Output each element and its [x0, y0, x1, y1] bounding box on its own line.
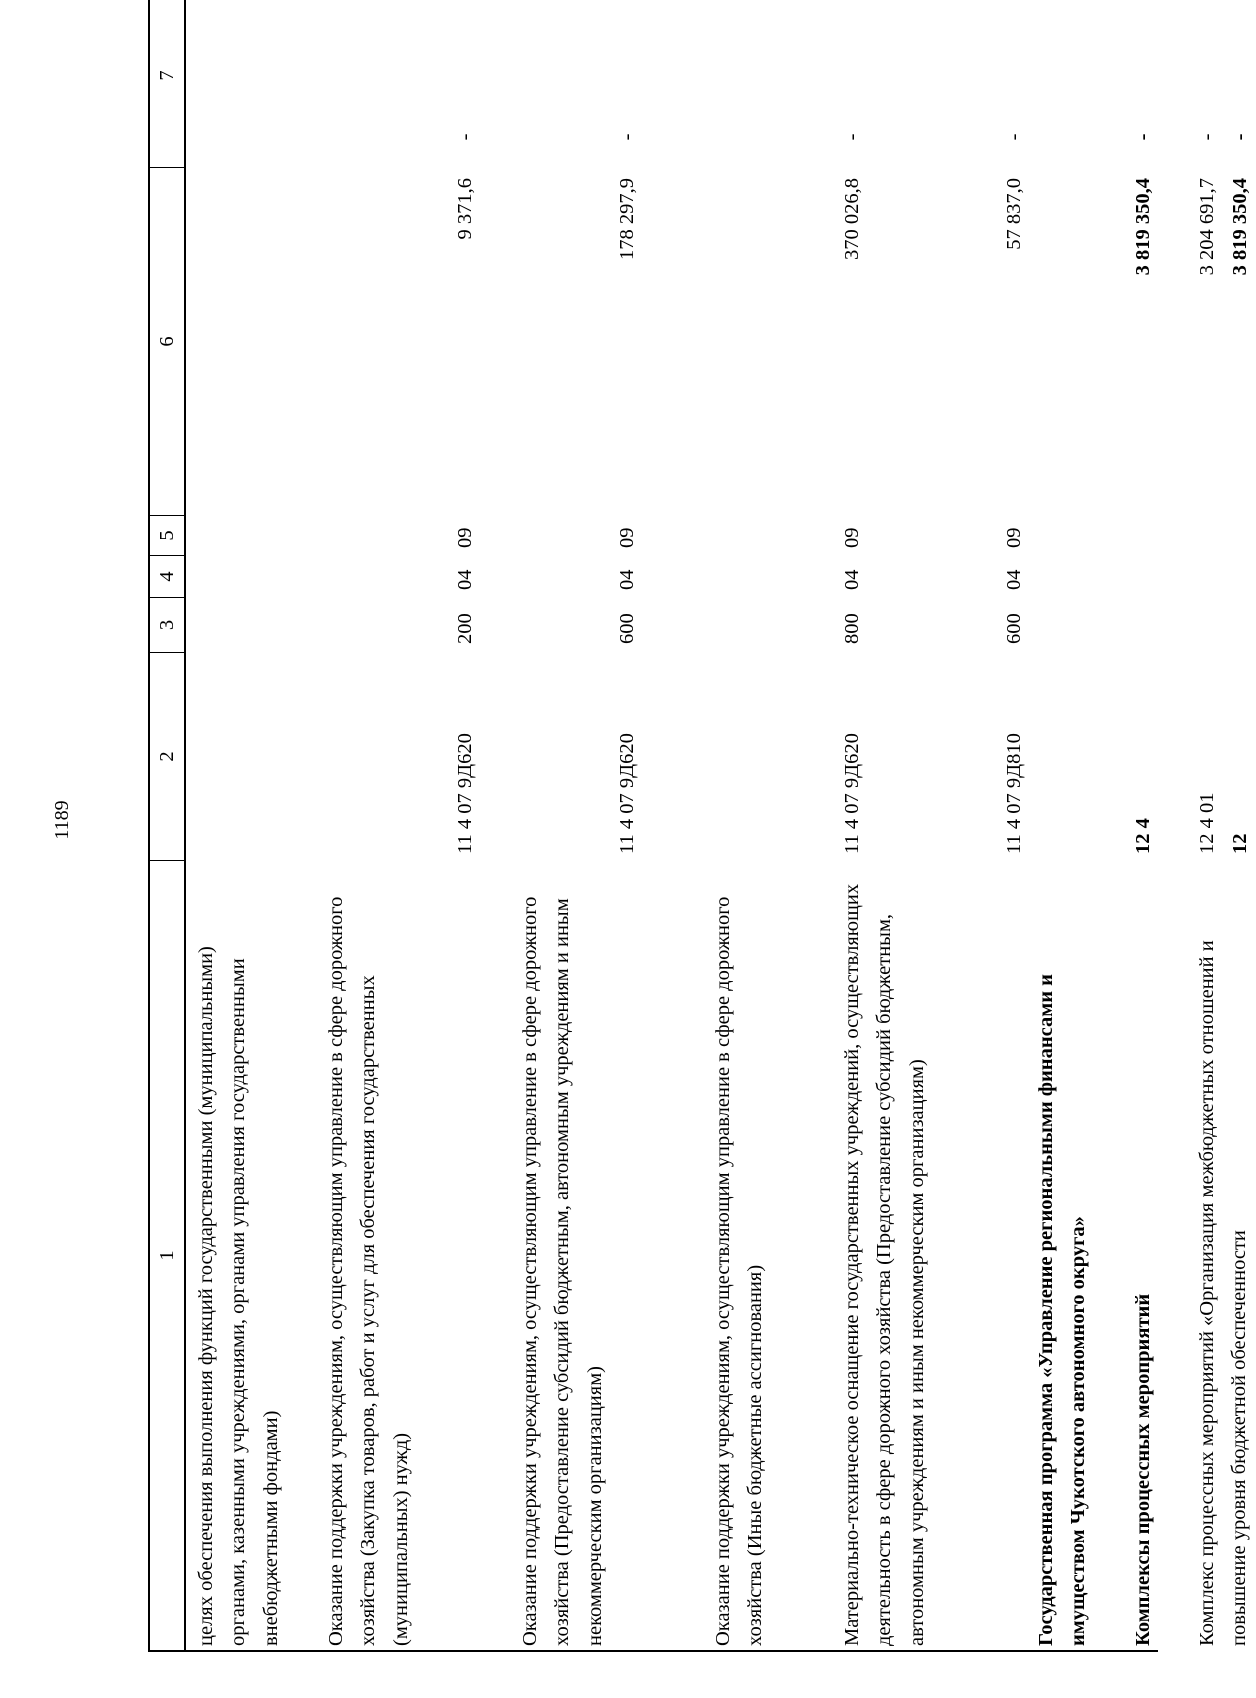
row-name: Комплексы процессных мероприятий [1132, 1293, 1154, 1646]
total-cell [998, 0, 1030, 112]
column-header-5: 5 [148, 515, 186, 555]
change-cell: - [1132, 133, 1154, 141]
expense-type-cell: 600 [615, 613, 638, 644]
section-cell: 04 [615, 569, 638, 590]
expense-type-cell: 800 [841, 613, 864, 644]
row-name: целях обеспечения выполнения функций государственными (муниципальными) органами, казенными учреждениями, органами управления государственными внебюджетными фондами) [195, 946, 282, 1646]
column-header-1: 1 [148, 860, 186, 1652]
change-cell: - [1002, 133, 1025, 141]
column-header-6: 6 [148, 167, 186, 515]
subsection-cell: 09 [1002, 527, 1025, 548]
subsection-cell: 09 [841, 527, 864, 548]
row-name: Комплекс процессных мероприятий «Организация межбюджетных отношений и повышение уровня бюджетной обеспеченности [1196, 940, 1251, 1646]
code-cell: 11 4 07 9Д810 [1002, 733, 1025, 854]
expense-type-cell: 600 [1002, 613, 1025, 644]
row-name: Оказание поддержки учреждениям, осуществляющим управление в сфере дорожного хозяйства (Иные бюджетные ассигнования) [712, 896, 767, 1646]
amount-cell: 3 819 350,4 [1228, 178, 1251, 276]
total-cell [449, 0, 481, 112]
column-header-4: 4 [148, 555, 186, 597]
column-header-3: 3 [148, 597, 186, 652]
code-cell: 12 4 01 [1196, 792, 1218, 854]
section-cell: 04 [841, 569, 864, 590]
section-cell: 04 [454, 569, 477, 590]
amount-cell: 57 837,0 [1002, 178, 1025, 250]
change-cell: - [615, 133, 638, 141]
budget-table [148, 20, 1251, 1652]
amount-cell: 9 371,6 [454, 178, 477, 240]
section-cell: 04 [1002, 569, 1025, 590]
subsection-cell: 09 [454, 527, 477, 548]
change-cell: - [454, 133, 477, 141]
total-cell [1191, 0, 1223, 112]
total-cell [836, 0, 868, 112]
row-name: Материально-техническое оснащение государственных учреждений, осуществляющих деятельность в сфере дорожного хозяйства (Предоставление субсидий бюджетным, автономным учреждениям и иным некоммерческим организациям) [841, 883, 928, 1646]
column-header-7: 7 [148, 0, 186, 167]
row-name: Оказание поддержки учреждениям, осуществляющим управление в сфере дорожного хозяйства (Предоставление субсидий бюджетным, автономным учреждениям и иным некоммерческим организациям) [519, 896, 606, 1646]
amount-cell: 370 026,8 [841, 178, 864, 260]
expense-type-cell: 200 [454, 613, 477, 644]
row-name: Государственная программа «Управление региональными финансами и имуществом Чукотского автономного округа» [1035, 974, 1090, 1646]
table-left-border [186, 1650, 1158, 1652]
subsection-cell: 09 [615, 527, 638, 548]
amount-cell: 3 204 691,7 [1196, 178, 1218, 276]
code-cell: 11 4 07 9Д620 [841, 733, 864, 854]
change-cell: - [841, 133, 864, 141]
code-cell: 11 4 07 9Д620 [615, 733, 638, 854]
code-cell: 11 4 07 9Д620 [454, 733, 477, 854]
code-cell: 12 [1228, 833, 1251, 854]
amount-cell: 178 297,9 [615, 178, 638, 260]
code-cell: 12 4 [1132, 818, 1154, 854]
total-cell [1224, 0, 1256, 112]
page-number: 1189 [51, 800, 73, 840]
amount-cell: 3 819 350,4 [1132, 178, 1154, 276]
total-cell [1127, 0, 1159, 112]
column-header-2: 2 [148, 652, 186, 860]
change-cell: - [1196, 133, 1218, 141]
change-cell: - [1228, 133, 1251, 141]
total-cell [611, 0, 643, 112]
row-name: Оказание поддержки учреждениям, осуществляющим управление в сфере дорожного хозяйства (Закупка товаров, работ и услуг для обеспечения государственных (муниципальных) нужд) [325, 896, 412, 1646]
